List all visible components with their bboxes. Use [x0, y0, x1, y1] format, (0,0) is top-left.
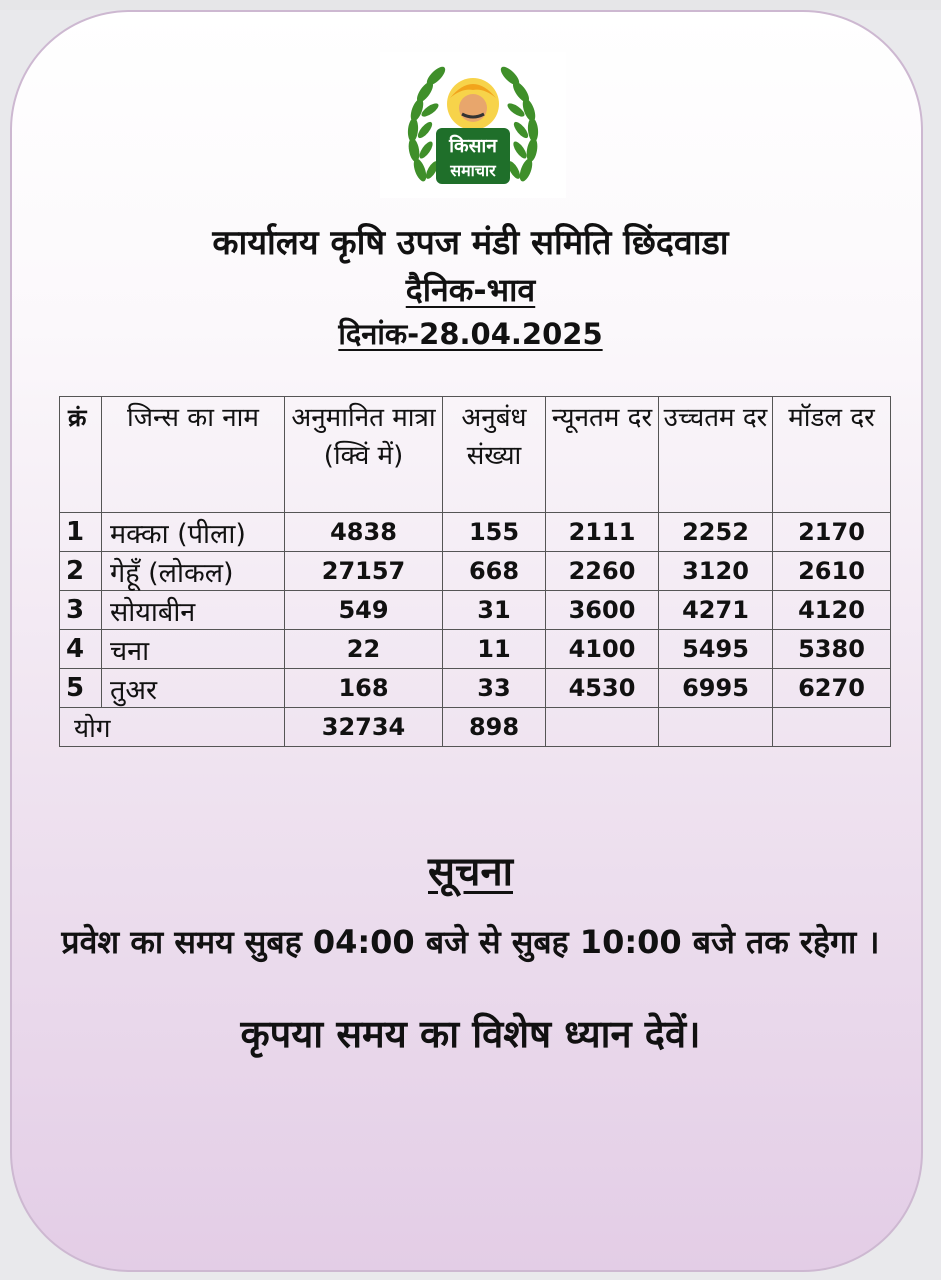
column-header: क्रं	[60, 397, 102, 513]
cell-contracts: 155	[443, 513, 546, 552]
column-header: उच्चतम दर	[659, 397, 773, 513]
logo-text-line1: किसान	[449, 135, 497, 157]
notice-heading	[0, 842, 941, 897]
table-total-row	[60, 708, 891, 747]
table-header-row	[60, 397, 891, 513]
cell-min: 3600	[546, 591, 659, 630]
table-row	[60, 669, 891, 708]
cell-qty: 549	[285, 591, 443, 630]
cell-contracts: 31	[443, 591, 546, 630]
cell-max: 6995	[659, 669, 773, 708]
empty-cell	[546, 708, 659, 747]
logo	[380, 52, 566, 198]
cell-min: 2260	[546, 552, 659, 591]
column-header: जिन्स का नाम	[102, 397, 285, 513]
cell-min: 4100	[546, 630, 659, 669]
cell-modal: 2170	[773, 513, 891, 552]
rates-table	[59, 396, 891, 747]
cell-modal: 6270	[773, 669, 891, 708]
cell-min: 2111	[546, 513, 659, 552]
cell-max: 5495	[659, 630, 773, 669]
total-contracts: 898	[443, 708, 546, 747]
cell-modal: 4120	[773, 591, 891, 630]
total-label: योग	[60, 708, 285, 747]
cell-qty: 168	[285, 669, 443, 708]
total-qty: 32734	[285, 708, 443, 747]
cell-modal: 5380	[773, 630, 891, 669]
cell-name: तुअर	[102, 669, 285, 708]
column-header: अनुमानित मात्रा (क्विं में)	[285, 397, 443, 513]
column-header: न्यूनतम दर	[546, 397, 659, 513]
notice-line-2: कृपया समय का विशेष ध्यान देवें।	[240, 1012, 701, 1056]
cell-sn: 3	[60, 591, 102, 630]
cell-qty: 22	[285, 630, 443, 669]
cell-max: 2252	[659, 513, 773, 552]
cell-min: 4530	[546, 669, 659, 708]
column-header: मॉडल दर	[773, 397, 891, 513]
table-row	[60, 552, 891, 591]
column-header: अनुबंध संख्या	[443, 397, 546, 513]
top-strip	[0, 0, 941, 10]
kisan-samachar-logo-icon	[380, 52, 566, 198]
empty-cell	[659, 708, 773, 747]
cell-contracts: 668	[443, 552, 546, 591]
cell-qty: 27157	[285, 552, 443, 591]
table-row	[60, 513, 891, 552]
cell-max: 4271	[659, 591, 773, 630]
table-row	[60, 630, 891, 669]
cell-contracts: 11	[443, 630, 546, 669]
date-text: दिनांक-28.04.2025	[338, 317, 603, 351]
cell-name: गेहूँ (लोकल)	[102, 552, 285, 591]
subtitle-text: दैनिक-भाव	[405, 271, 536, 309]
cell-name: सोयाबीन	[102, 591, 285, 630]
page-subtitle	[0, 268, 941, 311]
cell-name: मक्का (पीला)	[102, 513, 285, 552]
table-row	[60, 591, 891, 630]
cell-modal: 2610	[773, 552, 891, 591]
cell-qty: 4838	[285, 513, 443, 552]
logo-text-line2: समाचार	[450, 161, 496, 180]
cell-sn: 4	[60, 630, 102, 669]
cell-sn: 2	[60, 552, 102, 591]
cell-sn: 1	[60, 513, 102, 552]
notice-line-1: प्रवेश का समय सुबह 04:00 बजे से सुबह 10:00 बजे तक रहेगा ।	[61, 923, 880, 961]
office-title: कार्यालय कृषि उपज मंडी समिति छिंदवाडा	[212, 223, 729, 263]
cell-sn: 5	[60, 669, 102, 708]
cell-name: चना	[102, 630, 285, 669]
empty-cell	[773, 708, 891, 747]
cell-max: 3120	[659, 552, 773, 591]
cell-contracts: 33	[443, 669, 546, 708]
date-line	[0, 314, 941, 353]
notice-heading-text: सूचना	[428, 849, 513, 895]
